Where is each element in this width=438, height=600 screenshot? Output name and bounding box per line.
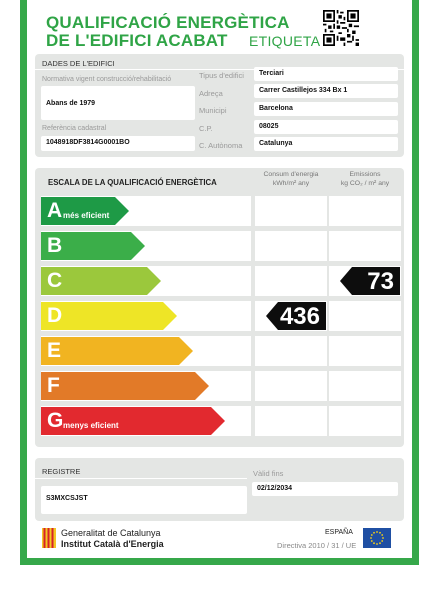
class-letter: E <box>47 339 62 362</box>
energy-cell-b <box>255 231 327 261</box>
municipi-label: Municipi <box>199 106 227 115</box>
qr-code-icon <box>323 10 359 46</box>
eu-star <box>382 537 384 539</box>
institute-name: Institut Català d'Energia <box>61 539 164 549</box>
emissions-cell-g <box>329 406 401 436</box>
cp-label: C.P. <box>199 124 213 133</box>
label-body <box>27 0 412 558</box>
ref-field: 1048918DF3814G0001BO <box>41 136 195 151</box>
energy-header-line2: kWh/m² any <box>272 179 310 187</box>
eu-star <box>370 537 372 539</box>
label-frame <box>20 0 419 565</box>
class-arrow-b <box>41 232 145 260</box>
divider <box>35 478 247 479</box>
eu-star <box>379 542 381 544</box>
valid-field: 02/12/2034 <box>252 482 398 496</box>
registre-field: S3MXCSJST <box>41 486 247 514</box>
class-letter: G <box>47 409 64 432</box>
building-section-title: DADES DE L'EDIFICI <box>42 59 115 68</box>
registre-label: REGISTRE <box>42 467 81 476</box>
energy-value-tag-text: 436 <box>279 303 320 330</box>
emissions-value-tag-text: 73 <box>367 268 394 295</box>
emissions-header-line2: kg CO₂ / m² any <box>340 179 390 187</box>
ref-label: Referència cadastral <box>42 125 107 132</box>
gov-name: Generalitat de Catalunya <box>61 528 161 538</box>
emissions-cell-a <box>329 196 401 226</box>
eu-star <box>373 532 375 534</box>
label-subtitle: ETIQUETA <box>249 33 321 49</box>
class-arrow-c <box>41 267 161 295</box>
class-arrow-f <box>41 372 209 400</box>
normativa-label: Normativa vigent construcció/rehabilitació <box>42 76 172 83</box>
energy-cell-g <box>255 406 327 436</box>
title-line-2: DE L'EDIFICI ACABAT <box>46 31 228 50</box>
emissions-cell-d <box>329 301 401 331</box>
cp-field: 08025 <box>254 120 398 134</box>
class-letter: F <box>47 374 60 397</box>
eu-star <box>379 532 381 534</box>
energy-scale-panel <box>35 168 404 447</box>
generalitat-logo-icon <box>42 528 56 548</box>
class-arrow-g <box>41 407 225 435</box>
emissions-cell-e <box>329 336 401 366</box>
title-line-1: QUALIFICACIÓ ENERGÈTICA <box>46 13 290 32</box>
building-data-panel <box>35 54 404 157</box>
energy-value-tag <box>266 302 326 330</box>
emissions-header-line1: Emissions <box>349 171 381 178</box>
class-arrow-a <box>41 197 129 225</box>
eu-star <box>381 534 383 536</box>
energy-header-line1: Consum d'energia <box>263 171 319 178</box>
energy-cell-c <box>255 266 327 296</box>
scale-title: ESCALA DE LA QUALIFICACIÓ ENERGÈTICA <box>48 178 217 187</box>
eu-star <box>373 542 375 544</box>
class-letter: A <box>47 199 63 222</box>
class-arrow-d <box>41 302 177 330</box>
valid-label: Vàlid fins <box>253 469 284 478</box>
country-name: ESPAÑA <box>325 529 353 536</box>
ca-label: C. Autònoma <box>199 141 243 150</box>
directive-text: Directiva 2010 / 31 / UE <box>277 541 357 550</box>
energy-cell-a <box>255 196 327 226</box>
emissions-value-tag <box>340 267 400 295</box>
tipus-label: Tipus d'edifici <box>199 71 244 80</box>
class-label: més eficient <box>63 211 110 220</box>
eu-star <box>381 540 383 542</box>
energy-cell-e <box>255 336 327 366</box>
emissions-column-header <box>329 171 401 189</box>
class-arrow-e <box>41 337 193 365</box>
adreca-field: Carrer Castillejos 334 Bx 1 <box>254 84 398 98</box>
energy-cell-f <box>255 371 327 401</box>
eu-star <box>376 531 378 533</box>
energy-column-header <box>255 171 327 189</box>
eu-star <box>371 534 373 536</box>
municipi-field: Barcelona <box>254 102 398 116</box>
normativa-field: Abans de 1979 <box>41 86 195 120</box>
emissions-cell-b <box>329 231 401 261</box>
eu-flag-icon <box>363 528 391 548</box>
tipus-field: Terciari <box>254 67 398 81</box>
class-letter: B <box>47 234 63 257</box>
eu-star <box>376 543 378 545</box>
class-letter: C <box>47 269 63 292</box>
class-letter: D <box>47 304 63 327</box>
ca-field: Catalunya <box>254 137 398 151</box>
eu-star <box>371 540 373 542</box>
registre-panel <box>35 458 404 521</box>
class-label: menys eficient <box>63 421 119 430</box>
emissions-cell-f <box>329 371 401 401</box>
adreca-label: Adreça <box>199 89 223 98</box>
